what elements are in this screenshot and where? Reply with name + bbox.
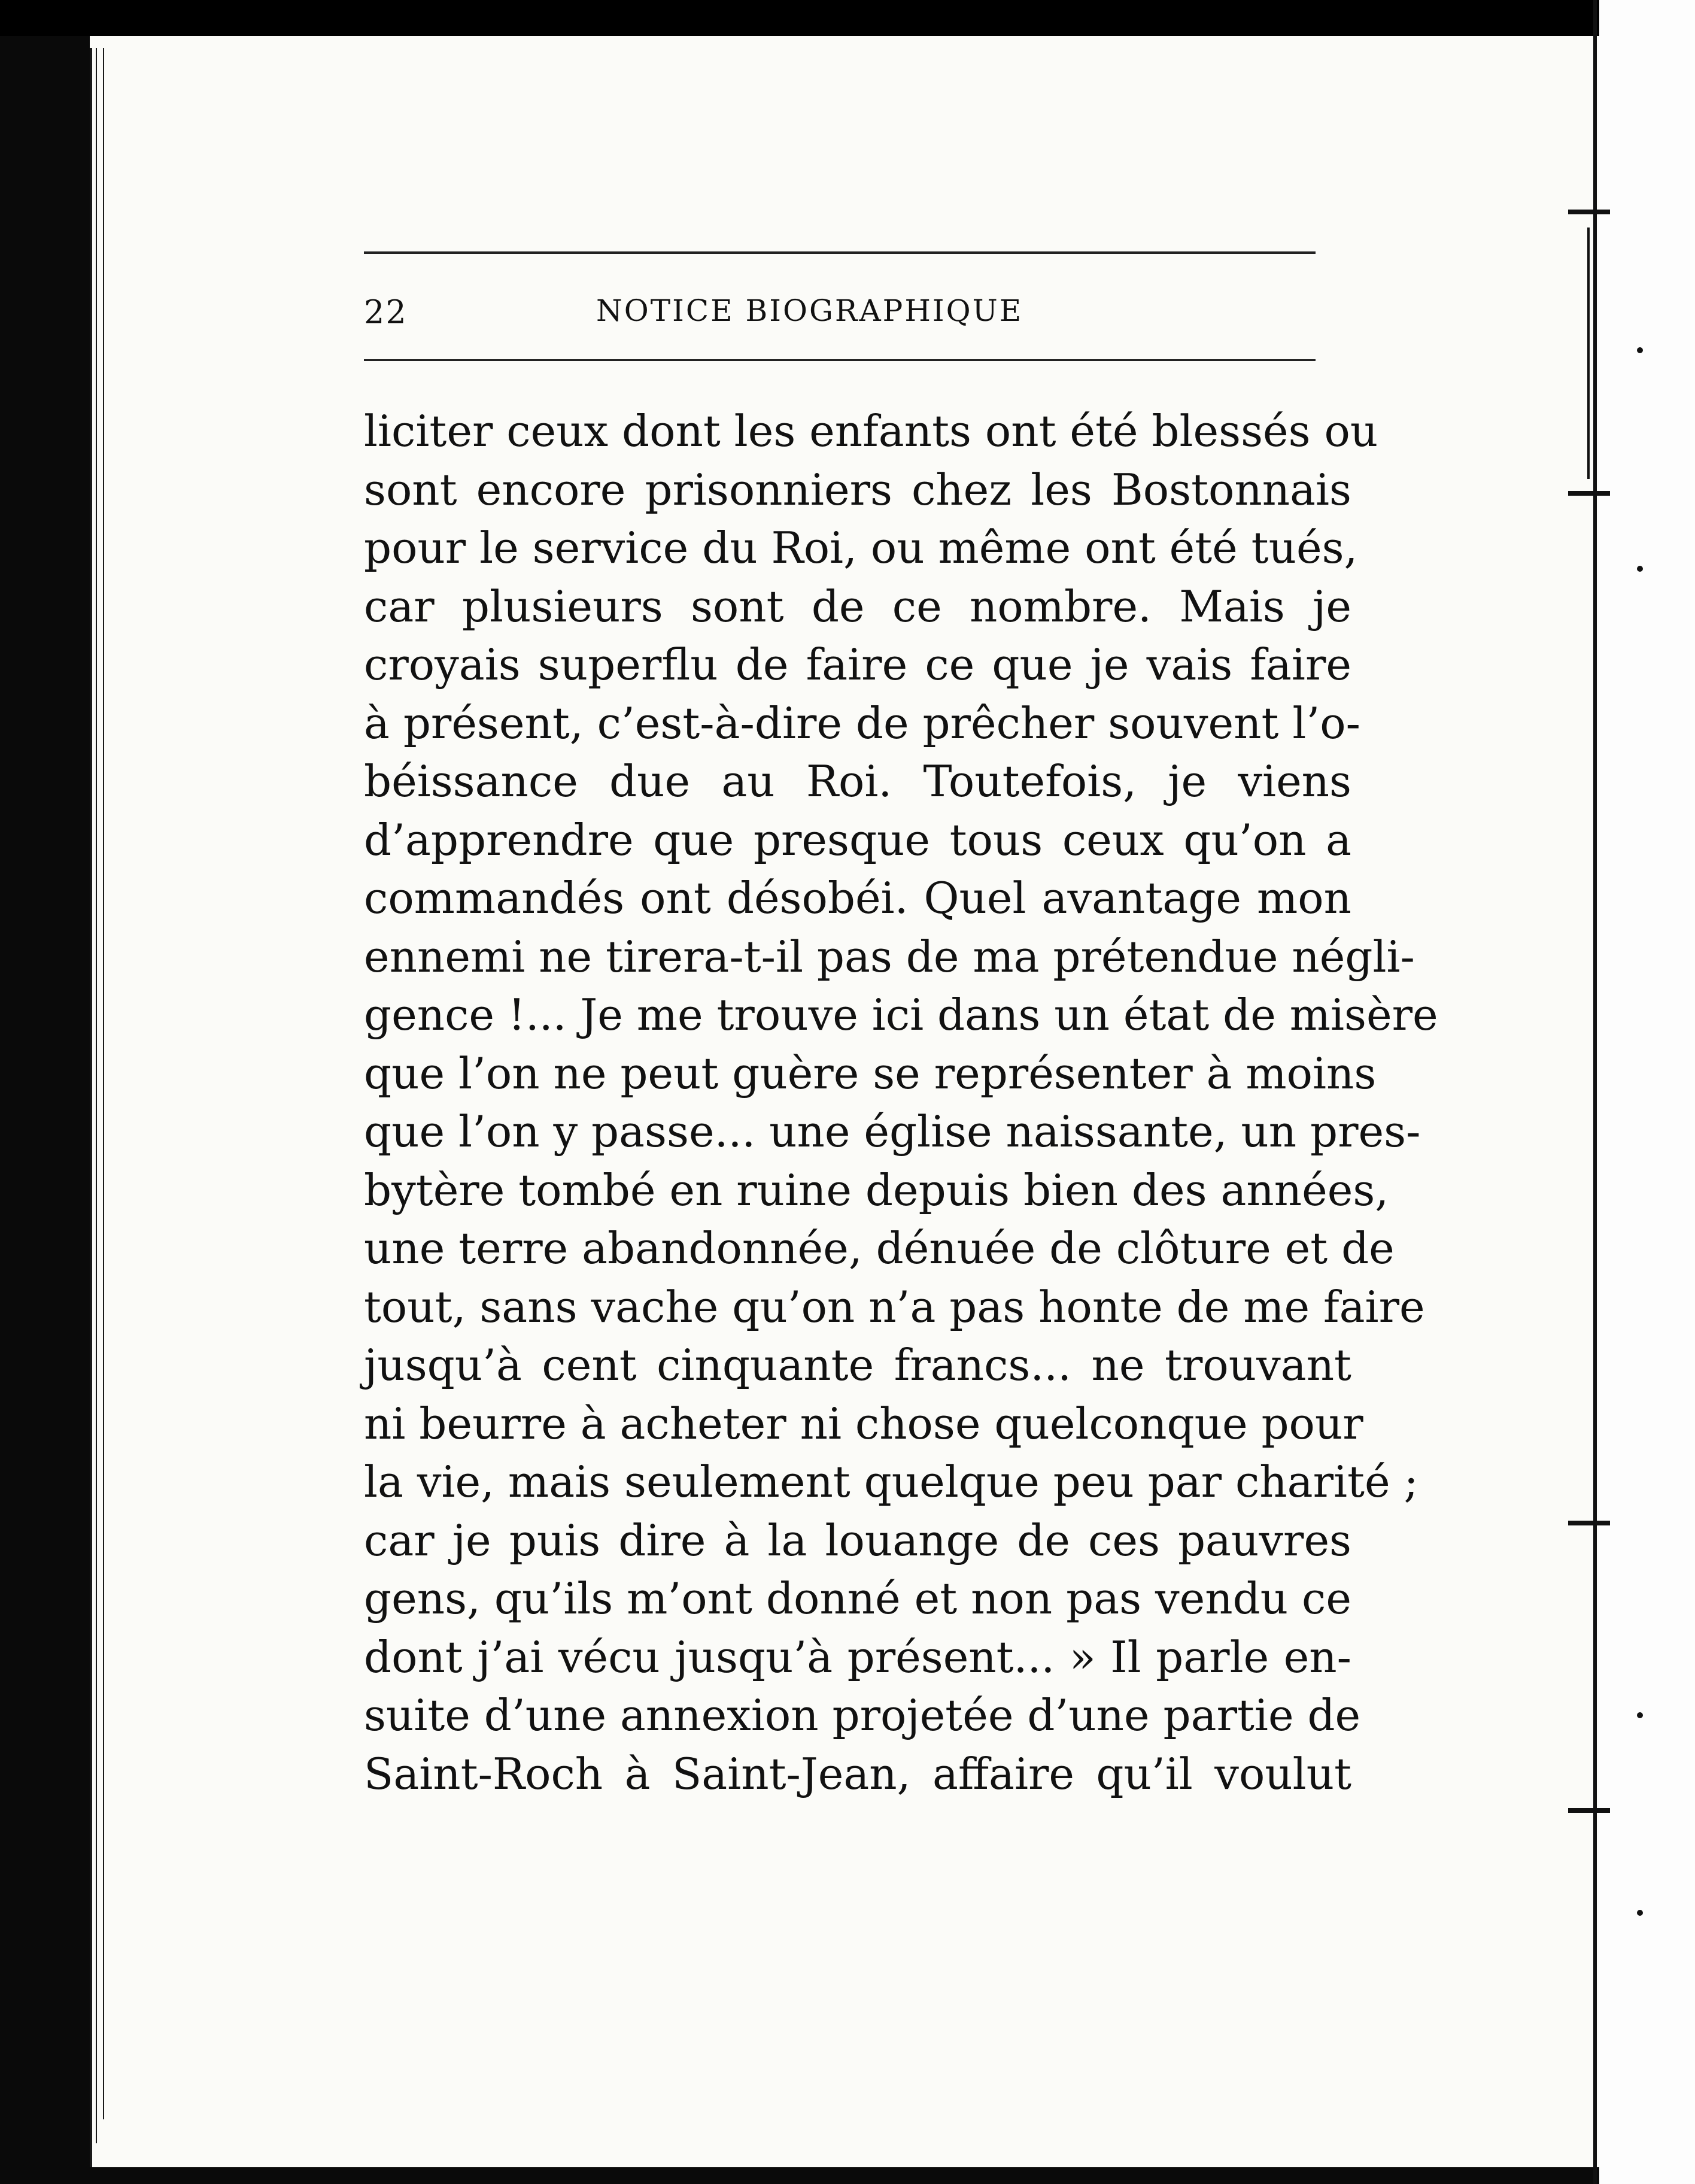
scan-right-margin <box>1599 0 1695 2184</box>
text-line: béissance due au Roi. Toutefois, je viens <box>364 756 1351 806</box>
page-edge <box>103 48 104 2119</box>
header-rule-bottom <box>364 359 1316 361</box>
page-number: 22 <box>364 293 408 331</box>
text-line: sont encore prisonniers chez les Bostonnais <box>364 464 1351 515</box>
binding-edge <box>1593 0 1597 2184</box>
scan-speck <box>1637 1910 1643 1916</box>
binding-mark <box>1568 210 1610 214</box>
text-line: à présent, c’est-à-dire de prêcher souvent l’o- <box>364 697 1360 748</box>
page-edge <box>96 48 97 2143</box>
text-line: d’apprendre que presque tous ceux qu’on a <box>364 814 1351 865</box>
text-line: gens, qu’ils m’ont donné et non pas vendu ce <box>364 1573 1351 1624</box>
scan-speck <box>1637 347 1643 353</box>
binding-mark <box>1568 1521 1610 1525</box>
text-line: car je puis dire à la louange de ces pauvres <box>364 1515 1351 1566</box>
running-title: NOTICE BIOGRAPHIQUE <box>596 293 1023 328</box>
text-line: commandés ont désobéi. Quel avantage mon <box>364 873 1351 923</box>
text-line: gence !... Je me trouve ici dans un état de misère <box>364 990 1438 1040</box>
binding-mark <box>1568 1808 1610 1813</box>
text-line: la vie, mais seulement quelque peu par charité ; <box>364 1457 1418 1507</box>
text-line: ennemi ne tirera-t-il pas de ma prétendue négli- <box>364 931 1415 982</box>
scan-top-border <box>0 0 1695 36</box>
text-line: car plusieurs sont de ce nombre. Mais je <box>364 581 1351 632</box>
header-rule-top <box>364 251 1316 254</box>
running-head <box>364 293 1316 335</box>
page-edge <box>90 48 92 2167</box>
text-line: jusqu’à cent cinquante francs... ne trouvant <box>364 1340 1351 1390</box>
text-line: que l’on y passe... une église naissante, un pres- <box>364 1106 1421 1157</box>
text-line: dont j’ai vécu jusqu’à présent... » Il parle en- <box>364 1631 1351 1682</box>
text-line: bytère tombé en ruine depuis bien des années, <box>364 1164 1389 1215</box>
text-line: que l’on ne peut guère se représenter à moins <box>364 1048 1377 1099</box>
scan-speck <box>1637 1712 1643 1718</box>
text-line: croyais superflu de faire ce que je vais faire <box>364 639 1351 690</box>
binding-mark <box>1568 491 1610 496</box>
text-line: liciter ceux dont les enfants ont été blessés ou <box>364 406 1378 456</box>
text-line: Saint-Roch à Saint-Jean, affaire qu’il voulut <box>364 1748 1351 1799</box>
text-line: une terre abandonnée, dénuée de clôture et de <box>364 1223 1395 1273</box>
text-line: tout, sans vache qu’on n’a pas honte de me faire <box>364 1281 1425 1332</box>
scan-speck <box>1637 566 1643 572</box>
binding-mark <box>1587 228 1590 479</box>
body-text <box>364 402 1438 1803</box>
text-line: ni beurre à acheter ni chose quelconque pour <box>364 1398 1363 1449</box>
text-line: pour le service du Roi, ou même ont été tués, <box>364 523 1358 573</box>
text-line: suite d’une annexion projetée d’une partie de <box>364 1690 1361 1740</box>
